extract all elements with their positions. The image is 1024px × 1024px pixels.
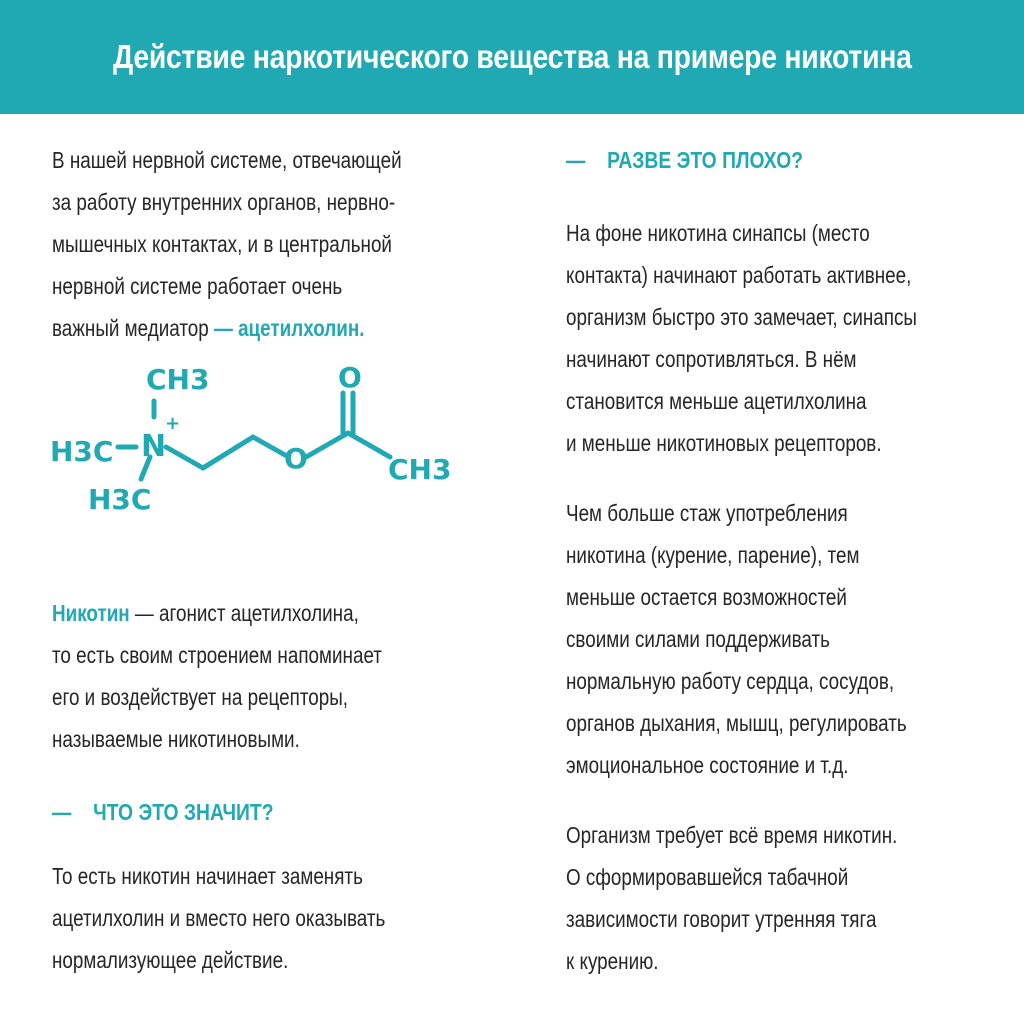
heading-dash: — xyxy=(566,147,586,173)
what-means-line-3: нормализующее действие. xyxy=(52,947,289,973)
label-ch3-right: CH3 xyxy=(388,453,452,486)
nicotine-paragraph xyxy=(52,592,382,760)
experience-paragraph xyxy=(566,492,907,786)
is-bad-line-6: и меньше никотиновых рецепторов. xyxy=(566,430,882,456)
label-h3c-bottom: H3C xyxy=(88,483,152,516)
dependence-line-1: Организм требует всё время никотин. xyxy=(566,822,898,848)
what-means-line-2: ацетилхолин и вместо него оказывать xyxy=(52,905,386,931)
dependence-paragraph xyxy=(566,814,897,982)
label-n: N xyxy=(141,429,167,464)
dependence-line-3: зависимости говорит утренняя тяга xyxy=(566,906,877,932)
nicotine-term: Никотин xyxy=(52,600,130,626)
what-means-line-1: То есть никотин начинает заменять xyxy=(52,863,363,889)
label-n-charge: + xyxy=(165,413,181,434)
label-o-top: O xyxy=(338,361,362,394)
nicotine-line-3: его и воздействует на рецепторы, xyxy=(52,684,349,710)
is-bad-line-1: На фоне никотина синапсы (место xyxy=(566,220,870,246)
nicotine-line-1: — агонист ацетилхолина, xyxy=(129,600,359,626)
is-bad-line-4: начинают сопротивляться. В нём xyxy=(566,346,857,372)
experience-line-3: меньше остается возможностей xyxy=(566,584,847,610)
acetylcholine-structure xyxy=(40,355,460,530)
experience-line-6: органов дыхания, мышц, регулировать xyxy=(566,710,907,736)
heading-dash: — xyxy=(52,799,72,825)
intro-line-1: В нашей нервной системе, отвечающей xyxy=(52,147,402,173)
bond-c-ch3 xyxy=(348,433,390,457)
label-h3c-left: H3C xyxy=(50,435,114,468)
heading-what-means-text: ЧТО ЭТО ЗНАЧИТ? xyxy=(93,799,274,825)
heading-is-bad xyxy=(566,145,803,175)
experience-line-2: никотина (курение, парение), тем xyxy=(566,542,860,568)
heading-is-bad-text: РАЗВЕ ЭТО ПЛОХО? xyxy=(607,147,804,173)
intro-line-5: важный медиатор xyxy=(52,315,214,341)
experience-line-7: эмоциональное состояние и т.д. xyxy=(566,752,849,778)
dependence-line-2: О сформировавшейся табачной xyxy=(566,864,849,890)
heading-what-means xyxy=(52,797,274,827)
intro-line-3: мышечных контактах, и в центральной xyxy=(52,231,392,257)
nicotine-line-4: называемые никотиновыми. xyxy=(52,726,300,752)
bond-ch2-o xyxy=(253,437,285,455)
acetylcholine-highlight: — ацетилхолин. xyxy=(213,315,365,341)
is-bad-line-2: контакта) начинают работать активнее, xyxy=(566,262,912,288)
bond-ch2-ch2 xyxy=(203,437,253,468)
is-bad-line-3: организм быстро это замечает, синапсы xyxy=(566,304,917,330)
experience-line-1: Чем больше стаж употребления xyxy=(566,500,848,526)
is-bad-paragraph xyxy=(566,212,917,464)
page-title: Действие наркотического вещества на примере никотина xyxy=(112,38,912,75)
intro-line-4: нервной системе работает очень xyxy=(52,273,343,299)
bond-n-ch2 xyxy=(166,447,203,468)
is-bad-line-5: становится меньше ацетилхолина xyxy=(566,388,867,414)
header-banner xyxy=(0,0,1024,114)
label-ch3-top: CH3 xyxy=(146,363,210,396)
intro-line-2: за работу внутренних органов, нервно- xyxy=(52,189,396,215)
intro-paragraph xyxy=(52,139,402,349)
dependence-line-4: к курению. xyxy=(566,948,659,974)
nicotine-line-2: то есть своим строением напоминает xyxy=(52,642,382,668)
experience-line-4: своими силами поддерживать xyxy=(566,626,830,652)
label-o-chain: O xyxy=(284,442,308,475)
experience-line-5: нормальную работу сердца, сосудов, xyxy=(566,668,895,694)
what-means-paragraph xyxy=(52,855,385,981)
bond-o-c xyxy=(306,433,348,457)
